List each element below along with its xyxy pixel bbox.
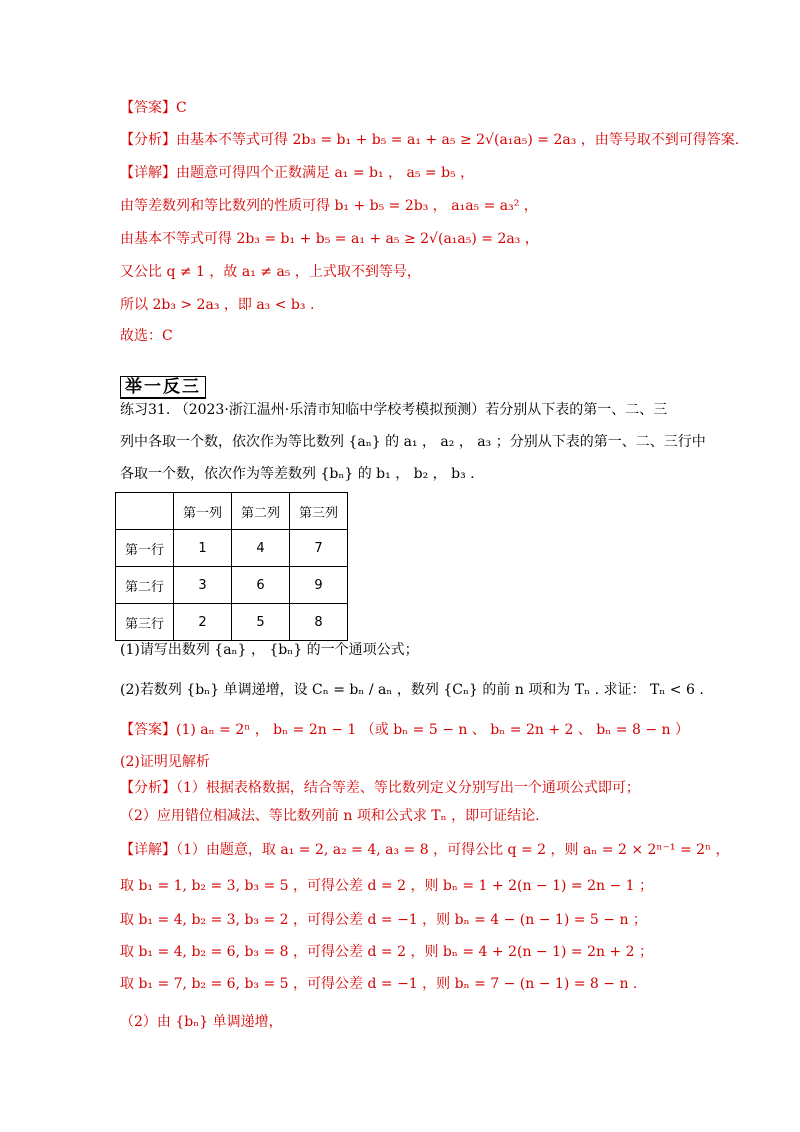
table-row-label: 第二行: [116, 567, 174, 604]
data-table: [115, 492, 348, 641]
table-cell: 1: [174, 530, 232, 567]
answer-value: C: [176, 100, 187, 116]
answer-1-line: [120, 98, 187, 118]
problem-line-2: 列中各取一个数，依次作为等比数列 {aₙ} 的 a₁ ， a₂ ， a₃ ；分别从下表的第一、二、三行中: [120, 434, 706, 450]
detail-1-line-4: 又公比 q ≠ 1 ，故 a₁ ≠ a₅ ，上式取不到等号，: [120, 264, 421, 280]
table-cell: 3: [174, 567, 232, 604]
answer-2-part-1: (1) aₙ = 2ⁿ ， bₙ = 2n − 1 （或 bₙ = 5 − n 、 bₙ = 2n + 2 、 bₙ = 8 − n ）: [176, 722, 689, 738]
analysis-2-line-2: （2）应用错位相减法、等比数列前 n 项和公式求 Tₙ ，即可证结论.: [120, 808, 540, 824]
table-header-cell: 第一列: [174, 493, 232, 530]
answer-2-label: 【答案】: [120, 722, 176, 738]
detail-1-line-5: 所以 2b₃ > 2a₃ ，即 a₃ < b₃ .: [120, 297, 315, 313]
answer-label: 【答案】: [120, 100, 176, 116]
problem-line-3: 各取一个数，依次作为等差数列 {bₙ} 的 b₁ ， b₂ ， b₃ .: [120, 466, 475, 482]
table-row-label: 第三行: [116, 604, 174, 641]
analysis-1-line: [120, 130, 739, 150]
analysis-2-line-1: [120, 778, 640, 798]
table-cell: 7: [290, 530, 348, 567]
table-cell: 4: [232, 530, 290, 567]
detail-label: 【详解】: [120, 165, 176, 181]
detail-1-line-3: 由基本不等式可得 2b₃ = b₁ + b₅ = a₁ + a₅ ≥ 2√(a₁a₅) = 2a₃ ，: [120, 231, 539, 247]
detail-2-line-5: 取 b₁ = 7, b₂ = 6, b₃ = 5 ，可得公差 d = −1 ，则 bₙ = 7 − (n − 1) = 8 − n .: [120, 976, 638, 992]
detail-1-line-2: 由等差数列和等比数列的性质可得 b₁ + b₅ = 2b₃ ， a₁a₅ = a₃² ，: [120, 198, 538, 214]
detail-2-label: 【详解】: [120, 842, 176, 858]
table-row-label: 第一行: [116, 530, 174, 567]
detail-2-line-4: 取 b₁ = 4, b₂ = 6, b₃ = 8 ，可得公差 d = 2 ，则 bₙ = 4 + 2(n − 1) = 2n + 2 ；: [120, 944, 654, 960]
table-cell: 8: [290, 604, 348, 641]
detail-2-line-2: 取 b₁ = 1, b₂ = 3, b₃ = 5 ，可得公差 d = 2 ，则 bₙ = 1 + 2(n − 1) = 2n − 1 ；: [120, 878, 654, 894]
question-1: (1)请写出数列 {aₙ} ， {bₙ} 的一个通项公式；: [120, 642, 419, 658]
analysis-text: 由基本不等式可得 2b₃ = b₁ + b₅ = a₁ + a₅ ≥ 2√(a₁a₅) = 2a₃ ，由等号取不到可得答案.: [176, 132, 740, 148]
table-header-cell: 第二列: [232, 493, 290, 530]
answer-2-line-2: (2)证明见解析: [120, 754, 210, 770]
table-cell: 2: [174, 604, 232, 641]
table-cell: 5: [232, 604, 290, 641]
table-row: [116, 567, 348, 604]
problem-line-1: 练习31. （2023·浙江温州·乐清市知临中学校考模拟预测）若分别从下表的第一、二、三: [120, 402, 668, 418]
table-cell: 6: [232, 567, 290, 604]
detail-2-line-1: [120, 840, 730, 860]
analysis-2-text-1: （1）根据表格数据，结合等差、等比数列定义分别写出一个通项公式即可；: [176, 780, 640, 796]
table-row: [116, 530, 348, 567]
analysis-2-label: 【分析】: [120, 780, 176, 796]
table-row: [116, 604, 348, 641]
analysis-label: 【分析】: [120, 132, 176, 148]
table-header-row: [116, 493, 348, 530]
detail-text: 由题意可得四个正数满足 a₁ = b₁ ， a₅ = b₅ ，: [176, 165, 475, 181]
detail-2-line-6: （2）由 {bₙ} 单调递增，: [120, 1014, 283, 1030]
table-header-cell: [116, 493, 174, 530]
detail-2-line-3: 取 b₁ = 4, b₂ = 3, b₃ = 2 ，可得公差 d = −1 ，则 bₙ = 4 − (n − 1) = 5 − n ；: [120, 912, 647, 928]
section-heading: 举一反三: [120, 376, 206, 399]
detail-1-line-1: [120, 163, 474, 183]
question-2: (2)若数列 {bₙ} 单调递增，设 Cₙ = bₙ / aₙ ，数列 {Cₙ} 的前 n 项和为 Tₙ . 求证： Tₙ < 6 .: [120, 682, 704, 698]
table-header-cell: 第三列: [290, 493, 348, 530]
answer-2-line-1: [120, 720, 689, 740]
table-cell: 9: [290, 567, 348, 604]
detail-1-line-6: 故选：C: [120, 328, 173, 344]
detail-2-text-1: （1）由题意，取 a₁ = 2, a₂ = 4, a₃ = 8 ，可得公比 q = 2 ，则 aₙ = 2 × 2ⁿ⁻¹ = 2ⁿ ，: [176, 842, 730, 858]
